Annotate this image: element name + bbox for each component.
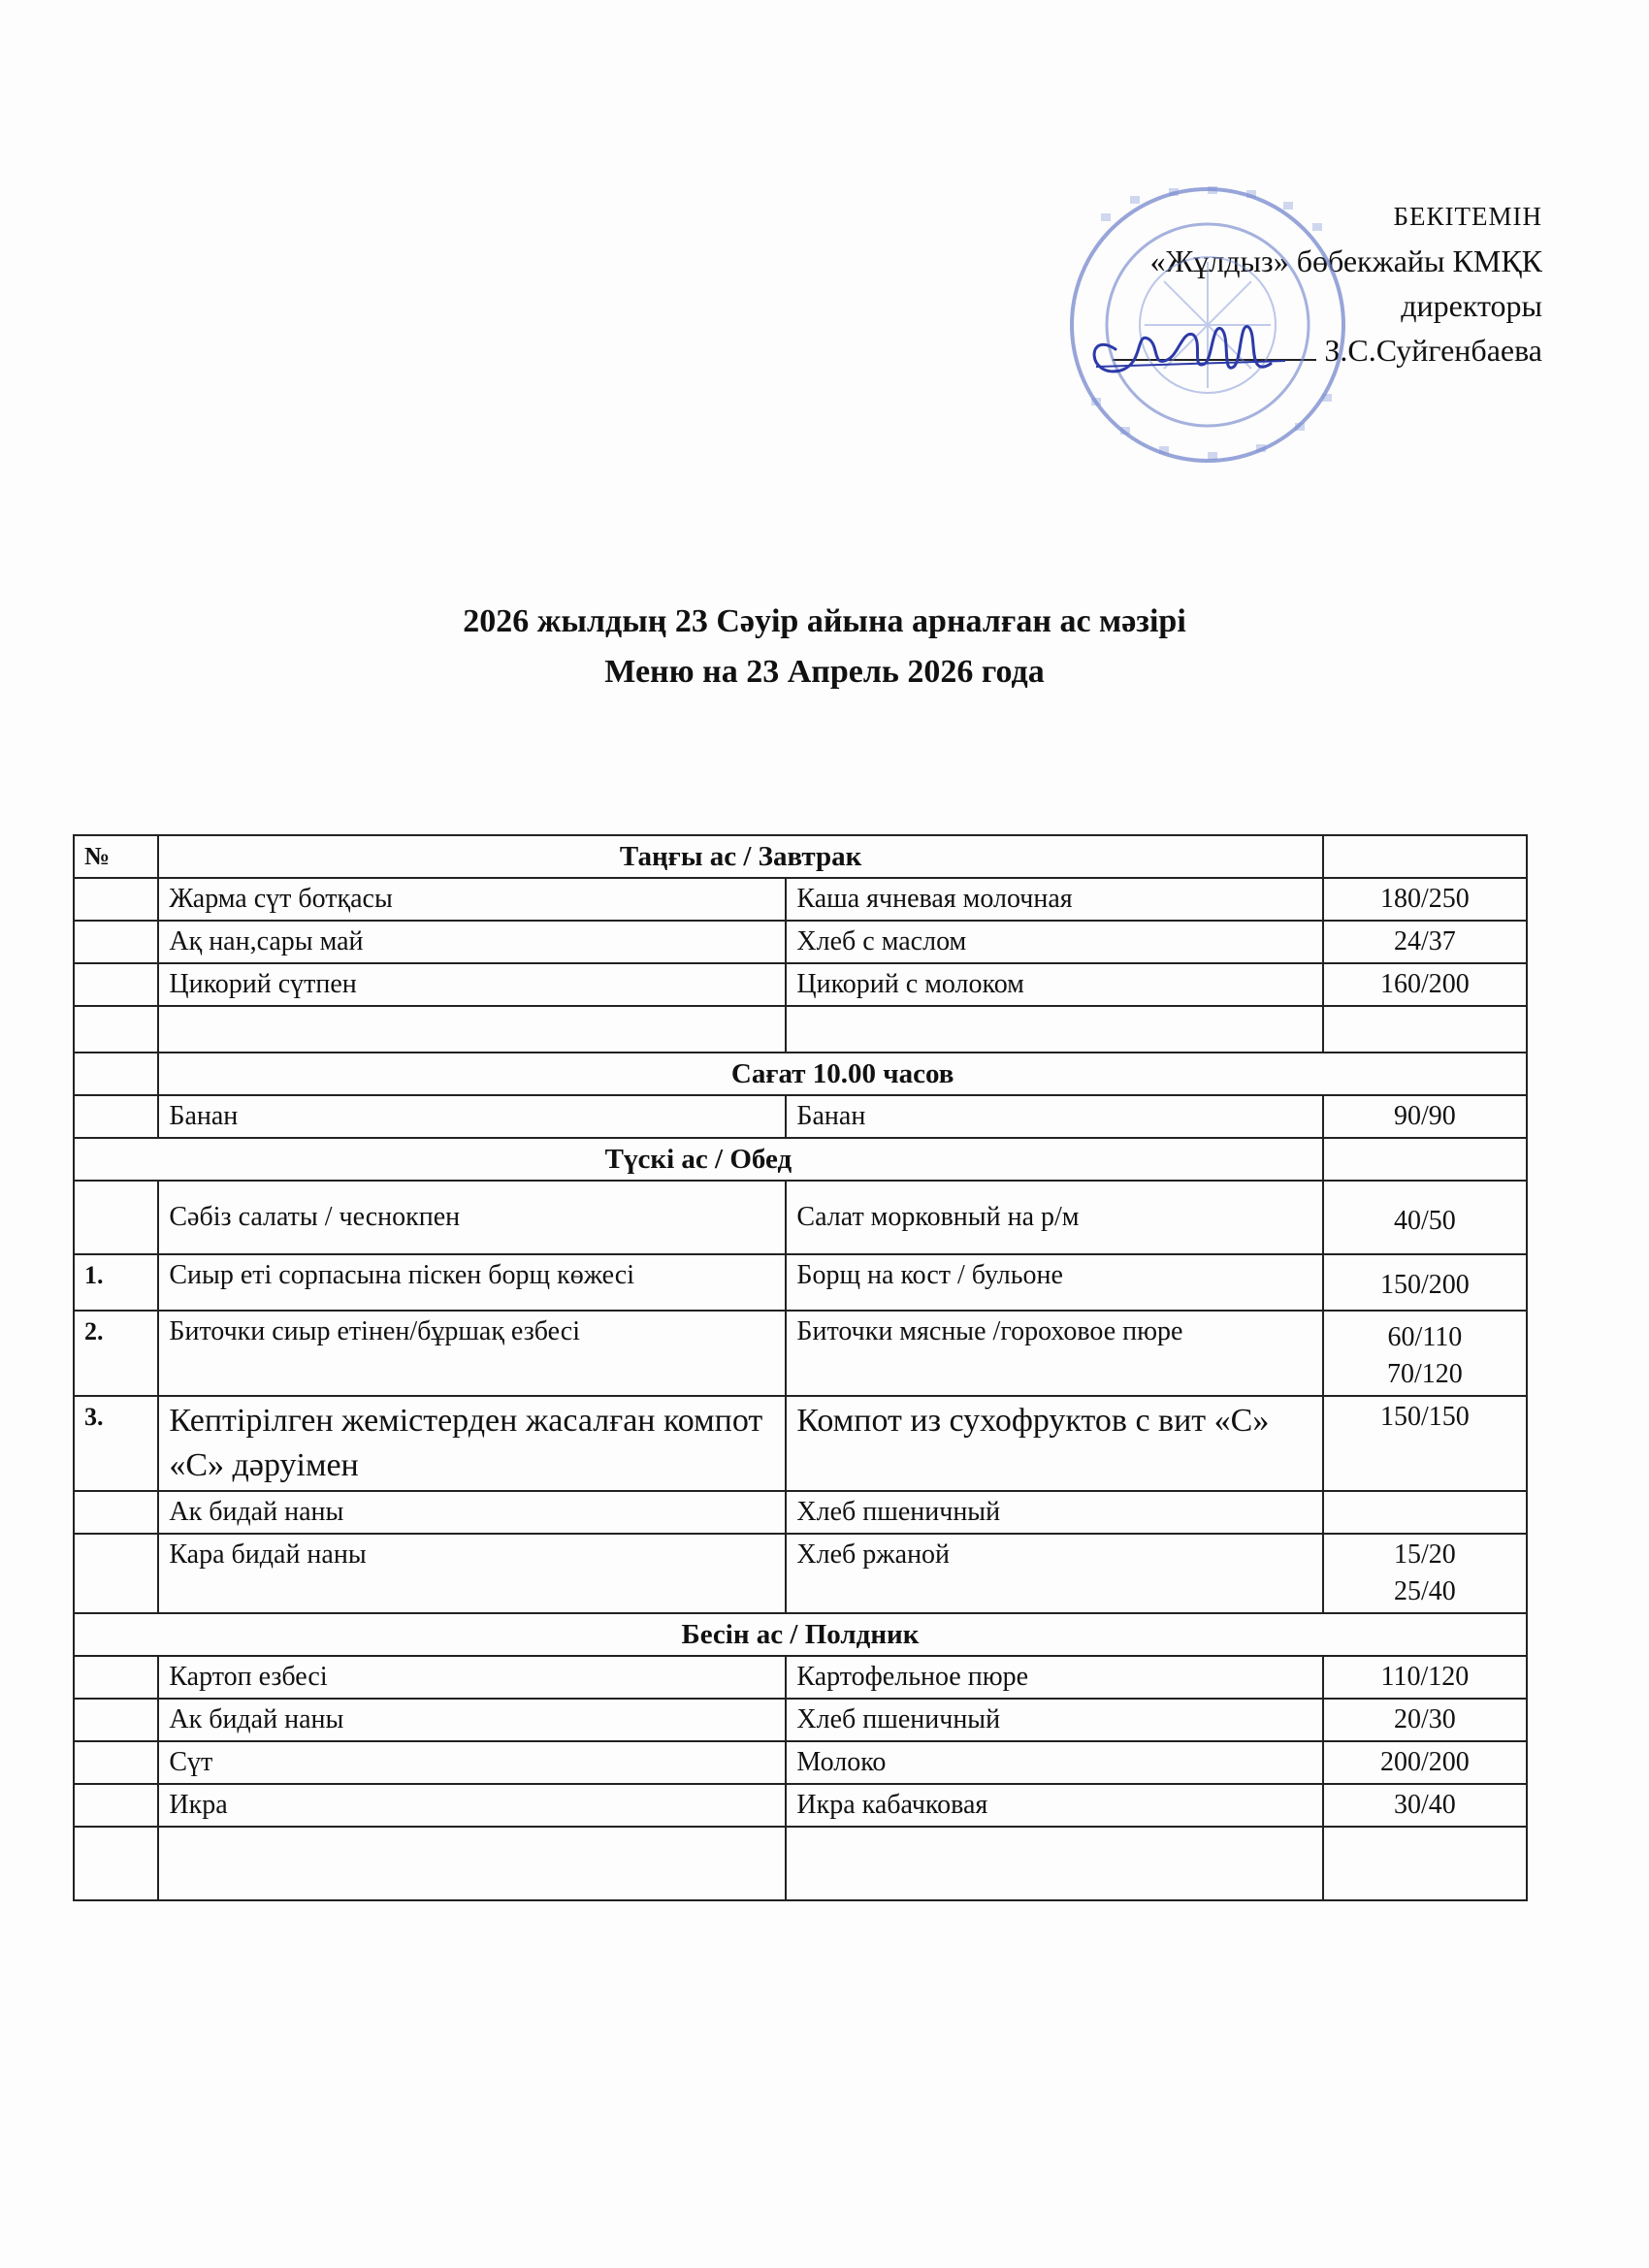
table-row [74,1095,1527,1138]
dish-qty: 20/30 [1323,1699,1527,1741]
dish-kz: Цикорий сүтпен [158,963,786,1006]
dish-qty: 150/150 [1323,1396,1527,1491]
row-num [74,1095,158,1138]
table-row [74,1741,1527,1784]
dish-kz: Икра [158,1784,786,1827]
qty-cell [1323,835,1527,878]
row-num: 3. [74,1396,158,1491]
row-num [74,1534,158,1613]
approval-name: З.С.Суйгенбаева [1324,333,1542,368]
dish-ru: Хлеб пшеничный [786,1699,1322,1741]
section-row-snack10 [74,1053,1527,1095]
section-title-lunch: Түскі ас / Обед [74,1138,1323,1181]
dish-ru: Борщ на кост / бульоне [786,1254,1322,1311]
table-row [74,1699,1527,1741]
row-num [74,963,158,1006]
dish-ru: Хлеб с маслом [786,921,1322,963]
row-num [74,1181,158,1254]
row-num [74,1656,158,1699]
row-num [74,921,158,963]
table-row [74,1784,1527,1827]
section-row-breakfast [74,835,1527,878]
row-num: 2. [74,1311,158,1396]
section-title-breakfast: Таңғы ас / Завтрак [158,835,1322,878]
dish-kz: Жарма сүт ботқасы [158,878,786,921]
empty-row [74,1827,1527,1900]
dish-ru: Каша ячневая молочная [786,878,1322,921]
approval-title: БЕКІТЕМІН [1393,202,1542,231]
dish-qty [1323,1491,1527,1534]
dish-qty [1323,1534,1527,1613]
dish-ru: Молоко [786,1741,1322,1784]
row-num [74,1784,158,1827]
dish-kz: Картоп езбесі [158,1656,786,1699]
dish-kz: Сиыр еті сорпасына піскен борщ көжесі [158,1254,786,1311]
table-row [74,1254,1527,1311]
dish-kz: Биточки сиыр етінен/бұршақ езбесі [158,1311,786,1396]
dish-ru: Хлеб ржаной [786,1534,1322,1613]
dish-ru: Икра кабачковая [786,1784,1322,1827]
dish-kz: Банан [158,1095,786,1138]
dish-ru: Банан [786,1095,1322,1138]
dish-kz: Кара бидай наны [158,1534,786,1613]
section-title-afternoon: Бесін ас / Полдник [74,1613,1527,1656]
dish-qty: 40/50 [1323,1181,1527,1254]
table-row [74,921,1527,963]
qty-line-1: 15/20 [1394,1539,1456,1570]
row-num [74,878,158,921]
signature-scribble [1077,310,1300,388]
approval-org: «Жұлдыз» бөбекжайы КМҚК [1149,243,1542,278]
dish-kz: Сүт [158,1741,786,1784]
dish-kz: Кептірілген жемістерден жасалған компот «С» дәруімен [158,1396,786,1491]
heading-ru: Меню на 23 Апрель 2026 года [604,654,1045,690]
dish-kz: Сәбіз салаты / чеснокпен [158,1181,786,1254]
row-num [74,1491,158,1534]
dish-qty: 160/200 [1323,963,1527,1006]
dish-ru: Хлеб пшеничный [786,1491,1322,1534]
dish-qty: 180/250 [1323,878,1527,921]
qty-line-1: 60/110 [1387,1322,1463,1352]
dish-qty: 30/40 [1323,1784,1527,1827]
dish-ru: Салат морковный на р/м [786,1181,1322,1254]
qty-line-2: 70/120 [1387,1359,1463,1389]
dish-qty: 90/90 [1323,1095,1527,1138]
row-num [74,1741,158,1784]
dish-kz: Ақ нан,сары май [158,921,786,963]
qty-line-2: 25/40 [1394,1576,1456,1606]
dish-qty: 24/37 [1323,921,1527,963]
table-row [74,1311,1527,1396]
section-row-afternoon [74,1613,1527,1656]
section-row-lunch [74,1138,1527,1181]
empty-row [74,1006,1527,1053]
num-header: № [74,835,158,878]
menu-table [73,834,1528,1901]
dish-qty: 150/200 [1323,1254,1527,1311]
dish-ru: Компот из сухофруктов с вит «С» [786,1396,1322,1491]
dish-qty: 200/200 [1323,1741,1527,1784]
table-row [74,1181,1527,1254]
table-row [74,878,1527,921]
row-num: 1. [74,1254,158,1311]
table-row [74,1396,1527,1491]
dish-kz: Ак бидай наны [158,1491,786,1534]
table-row [74,1534,1527,1613]
heading-kz: 2026 жылдың 23 Сәуір айына арналған ас мәзірі [463,603,1186,639]
table-row [74,963,1527,1006]
approval-position: директоры [1401,288,1542,323]
dish-ru: Картофельное пюре [786,1656,1322,1699]
dish-ru: Биточки мясные /гороховое пюре [786,1311,1322,1396]
table-row [74,1656,1527,1699]
section-title-snack10: Сағат 10.00 часов [158,1053,1527,1095]
dish-kz: Ак бидай наны [158,1699,786,1741]
dish-ru: Цикорий с молоком [786,963,1322,1006]
row-num [74,1699,158,1741]
table-row [74,1491,1527,1534]
menu-heading [0,597,1649,697]
dish-qty [1323,1311,1527,1396]
dish-qty: 110/120 [1323,1656,1527,1699]
